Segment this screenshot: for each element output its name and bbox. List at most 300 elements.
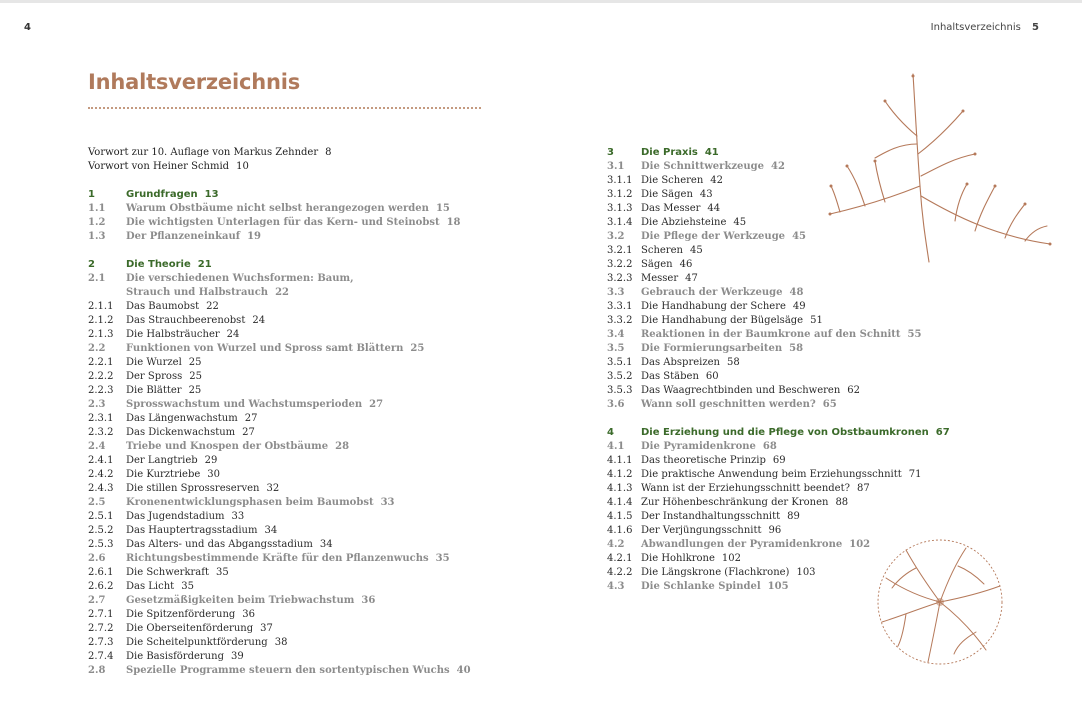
toc-entry bbox=[88, 398, 508, 412]
toc-entry bbox=[88, 202, 508, 216]
toc-entry-number: 2.2.1 bbox=[88, 357, 114, 368]
toc-entry-number: 2.4 bbox=[88, 441, 106, 452]
toc-entry-text bbox=[641, 272, 698, 286]
toc-entry bbox=[88, 384, 508, 398]
toc-entry-title: Die Spitzenförderung bbox=[126, 609, 236, 620]
toc-page-number: 39 bbox=[230, 651, 244, 662]
toc-entry-text bbox=[126, 230, 261, 244]
toc-entry bbox=[607, 482, 937, 496]
running-head-title: Inhaltsverzeichnis bbox=[930, 22, 1021, 33]
toc-entry bbox=[607, 286, 937, 300]
toc-entry-title: Reaktionen in der Baumkrone auf den Schnitt bbox=[641, 329, 901, 340]
toc-entry-number: 2.6 bbox=[88, 553, 106, 564]
toc-entry-text bbox=[641, 440, 777, 454]
toc-entry bbox=[88, 356, 508, 370]
toc-entry-number: 1 bbox=[88, 189, 95, 200]
left-page-number: 4 bbox=[24, 22, 31, 33]
toc-entry-number: 3.1.4 bbox=[607, 217, 633, 228]
toc-entry-number: 2.2.3 bbox=[88, 385, 114, 396]
toc-entry-text bbox=[641, 398, 837, 412]
toc-page-number: 22 bbox=[275, 287, 289, 298]
toc-page-number: 89 bbox=[787, 511, 800, 522]
toc-entry-text bbox=[126, 216, 461, 230]
toc-entry-title: Die Wurzel bbox=[126, 357, 182, 368]
toc-entry-number: 3.5.2 bbox=[607, 371, 633, 382]
toc-entry-title: Das Dickenwachstum bbox=[126, 427, 236, 438]
toc-page-number: 62 bbox=[847, 385, 861, 396]
toc-entry bbox=[88, 552, 508, 566]
running-head bbox=[931, 22, 1039, 33]
toc-entry bbox=[88, 566, 508, 580]
toc-entry-text bbox=[641, 468, 922, 482]
toc-entry-number: 3.3 bbox=[607, 287, 625, 298]
toc-entry-text bbox=[126, 608, 255, 622]
toc-entry-text bbox=[126, 664, 471, 678]
toc-page-number: 21 bbox=[197, 259, 212, 270]
toc-entry-text bbox=[88, 146, 332, 160]
toc-gap bbox=[88, 244, 508, 258]
toc-entry-title: Die Schwerkraft bbox=[126, 567, 209, 578]
toc-entry-text bbox=[126, 496, 395, 510]
toc-entry-text bbox=[126, 566, 229, 580]
toc-entry bbox=[88, 272, 508, 286]
toc-entry-text bbox=[126, 650, 244, 664]
toc-entry-title: Die wichtigsten Unterlagen für das Kern- und Steinobst bbox=[126, 217, 440, 228]
toc-entry-text bbox=[126, 202, 450, 216]
toc-page-number: 40 bbox=[456, 665, 471, 676]
toc-entry-text bbox=[126, 412, 257, 426]
toc-page-number: 102 bbox=[849, 539, 871, 550]
toc-entry-title: Das Alters- und das Abgangsstadium bbox=[126, 539, 313, 550]
toc-entry-number: 2.3.2 bbox=[88, 427, 114, 438]
toc-entry-text bbox=[641, 230, 806, 244]
toc-entry bbox=[88, 538, 508, 552]
toc-entry-text bbox=[126, 468, 220, 482]
toc-entry-number: 4.1.1 bbox=[607, 455, 633, 466]
toc-entry bbox=[88, 412, 508, 426]
toc-entry-title: Die Schnittwerkzeuge bbox=[641, 161, 765, 172]
toc-entry-number: 2.4.1 bbox=[88, 455, 114, 466]
toc-entry-number: 2.7 bbox=[88, 595, 106, 606]
toc-entry-text bbox=[641, 552, 741, 566]
toc-entry-text bbox=[126, 636, 287, 650]
toc-entry-text bbox=[641, 538, 870, 552]
toc-entry bbox=[607, 468, 937, 482]
toc-entry-title: Die Handhabung der Schere bbox=[641, 301, 786, 312]
toc-entry-title: Das Waagrechtbinden und Beschweren bbox=[641, 385, 841, 396]
toc-entry bbox=[88, 230, 508, 244]
toc-entry bbox=[88, 426, 508, 440]
toc-page-number: 15 bbox=[435, 203, 450, 214]
page-title: Inhaltsverzeichnis bbox=[88, 70, 301, 94]
toc-entry-title: Scheren bbox=[641, 245, 683, 256]
toc-page-number: 25 bbox=[188, 385, 202, 396]
toc-entry-number: 3.2.1 bbox=[607, 245, 633, 256]
toc-entry-title: Der Instandhaltungsschnitt bbox=[641, 511, 781, 522]
toc-entry-title: Abwandlungen der Pyramidenkrone bbox=[641, 539, 843, 550]
toc-entry-title: Das Jugendstadium bbox=[126, 511, 225, 522]
toc-entry bbox=[88, 160, 508, 174]
toc-page-number: 27 bbox=[369, 399, 384, 410]
toc-entry-title: Die Formierungsarbeiten bbox=[641, 343, 783, 354]
toc-entry-text bbox=[641, 496, 848, 510]
toc-chapter bbox=[88, 188, 508, 202]
toc-page-number: 58 bbox=[789, 343, 804, 354]
toc-entry bbox=[88, 286, 508, 300]
toc-entry-title: Die Hohlkrone bbox=[641, 553, 715, 564]
toc-entry-text bbox=[126, 342, 424, 356]
toc-entry-number: 3.5 bbox=[607, 343, 625, 354]
toc-entry bbox=[88, 300, 508, 314]
toc-page-number: 22 bbox=[206, 301, 219, 312]
toc-entry-title: Der Spross bbox=[126, 371, 183, 382]
toc-chapter bbox=[88, 258, 508, 272]
toc-entry bbox=[607, 328, 937, 342]
toc-entry bbox=[88, 510, 508, 524]
toc-page-number: 29 bbox=[204, 455, 218, 466]
toc-entry bbox=[88, 608, 508, 622]
toc-entry-text bbox=[641, 524, 781, 538]
toc-entry-title: Die Sägen bbox=[641, 189, 693, 200]
toc-entry-number: 2.3 bbox=[88, 399, 106, 410]
toc-page-number: 68 bbox=[762, 441, 777, 452]
toc-entry-title: Die Praxis bbox=[641, 147, 698, 158]
toc-entry-number: 4.1.6 bbox=[607, 525, 633, 536]
toc-entry-text bbox=[641, 356, 740, 370]
toc-entry-number: 2.6.2 bbox=[88, 581, 114, 592]
toc-entry-title: Die Scheitelpunktförderung bbox=[126, 637, 268, 648]
toc-entry-text bbox=[126, 272, 354, 286]
toc-entry-number: 1.1 bbox=[88, 203, 106, 214]
toc-entry-text bbox=[126, 398, 383, 412]
toc-page-number: 55 bbox=[907, 329, 922, 340]
toc-entry bbox=[88, 216, 508, 230]
toc-entry-text bbox=[641, 188, 713, 202]
toc-page-number: 105 bbox=[767, 581, 789, 592]
toc-entry-text bbox=[641, 384, 860, 398]
toc-page-number: 47 bbox=[685, 273, 698, 284]
toc-entry bbox=[88, 370, 508, 384]
toc-entry-text bbox=[641, 580, 789, 594]
toc-entry-title: Gesetzmäßigkeiten beim Triebwachstum bbox=[126, 595, 355, 606]
toc-entry-number: 3.6 bbox=[607, 399, 625, 410]
toc-entry-text bbox=[126, 426, 255, 440]
toc-entry-title: Die Blätter bbox=[126, 385, 182, 396]
toc-entry-text bbox=[641, 566, 816, 580]
toc-entry-text bbox=[126, 384, 201, 398]
toc-entry bbox=[88, 664, 508, 678]
toc-entry-title: Die praktische Anwendung beim Erziehungsschnitt bbox=[641, 469, 902, 480]
toc-entry-number: 2.5 bbox=[88, 497, 106, 508]
toc-entry-title: Das Strauchbeerenobst bbox=[126, 315, 246, 326]
toc-page-number: 44 bbox=[707, 203, 721, 214]
toc-entry-number: 2.5.1 bbox=[88, 511, 114, 522]
toc-entry-text bbox=[641, 510, 800, 524]
toc-entry-text bbox=[126, 314, 265, 328]
toc-entry bbox=[88, 440, 508, 454]
toc-entry bbox=[88, 146, 508, 160]
toc-entry-number: 4.2 bbox=[607, 539, 625, 550]
toc-entry-text bbox=[641, 160, 785, 174]
toc-page-number: 41 bbox=[704, 147, 719, 158]
toc-page-number: 28 bbox=[335, 441, 350, 452]
toc-page-number: 65 bbox=[822, 399, 837, 410]
toc-entry-title: Die verschiedenen Wuchsformen: Baum, bbox=[126, 273, 354, 284]
toc-entry-title: Das Längenwachstum bbox=[126, 413, 238, 424]
toc-entry bbox=[607, 384, 937, 398]
toc-entry bbox=[88, 496, 508, 510]
toc-entry-title: Gebrauch der Werkzeuge bbox=[641, 287, 783, 298]
toc-entry-text bbox=[641, 202, 720, 216]
toc-page-number: 67 bbox=[935, 427, 950, 438]
toc-entry-text bbox=[641, 286, 803, 300]
toc-entry-text bbox=[126, 188, 219, 202]
toc-entry-title: Die Basisförderung bbox=[126, 651, 224, 662]
toc-left-column bbox=[88, 146, 508, 678]
toc-entry bbox=[88, 454, 508, 468]
toc-entry-number: 3.1.1 bbox=[607, 175, 633, 186]
toc-entry-number: 4.1.5 bbox=[607, 511, 633, 522]
toc-entry-number: 3.1.3 bbox=[607, 203, 633, 214]
toc-entry-number: 2.6.1 bbox=[88, 567, 114, 578]
toc-entry-number: 2.2.2 bbox=[88, 371, 114, 382]
toc-page-number: 45 bbox=[733, 217, 747, 228]
toc-entry-title: Triebe und Knospen der Obstbäume bbox=[126, 441, 329, 452]
toc-entry-title: Das Stäben bbox=[641, 371, 699, 382]
toc-page-number: 24 bbox=[226, 329, 240, 340]
toc-page-number: 34 bbox=[264, 525, 278, 536]
toc-entry-number: 2.5.3 bbox=[88, 539, 114, 550]
toc-page-number: 19 bbox=[247, 231, 261, 242]
toc-entry-number: 3.5.3 bbox=[607, 385, 633, 396]
toc-entry bbox=[607, 496, 937, 510]
toc-page-number: 49 bbox=[792, 301, 806, 312]
toc-entry-text bbox=[641, 244, 703, 258]
toc-entry bbox=[88, 468, 508, 482]
toc-entry-title: Das Licht bbox=[126, 581, 175, 592]
toc-entry bbox=[607, 370, 937, 384]
toc-entry-text bbox=[641, 370, 719, 384]
toc-page-number: 103 bbox=[796, 567, 816, 578]
toc-page-number: 32 bbox=[266, 483, 280, 494]
toc-entry-number: 2.7.4 bbox=[88, 651, 114, 662]
toc-entry-text bbox=[126, 482, 279, 496]
toc-entry-number: 2.2 bbox=[88, 343, 106, 354]
toc-entry-text bbox=[126, 440, 349, 454]
toc-entry-title: Kronenentwicklungsphasen beim Baumobst bbox=[126, 497, 374, 508]
toc-entry-title: Die Pflege der Werkzeuge bbox=[641, 231, 786, 242]
toc-entry bbox=[88, 636, 508, 650]
toc-entry-number: 3.2.2 bbox=[607, 259, 633, 270]
toc-entry bbox=[88, 328, 508, 342]
toc-entry-number: 1.3 bbox=[88, 231, 106, 242]
toc-page-number: 25 bbox=[189, 371, 202, 382]
toc-entry-text bbox=[126, 454, 217, 468]
toc-page-number: 35 bbox=[215, 567, 229, 578]
toc-entry-title: Der Pflanzeneinkauf bbox=[126, 231, 241, 242]
toc-page-number: 25 bbox=[410, 343, 425, 354]
toc-page-number: 8 bbox=[325, 147, 332, 158]
toc-page-number: 48 bbox=[789, 287, 804, 298]
toc-entry-text bbox=[126, 300, 219, 314]
toc-entry-number: 4.3 bbox=[607, 581, 625, 592]
toc-entry-number: 3.3.1 bbox=[607, 301, 633, 312]
toc-entry-number: 2.1.2 bbox=[88, 315, 114, 326]
toc-page-number: 58 bbox=[726, 357, 740, 368]
toc-page-number: 42 bbox=[710, 175, 723, 186]
crown-topview-illustration bbox=[876, 538, 1006, 668]
toc-entry-title: Spezielle Programme steuern den sortentypischen Wuchs bbox=[126, 665, 450, 676]
toc-entry-number: 4.2.1 bbox=[607, 553, 633, 564]
title-dotted-rule bbox=[88, 107, 481, 109]
toc-page-number: 25 bbox=[188, 357, 202, 368]
toc-entry-text bbox=[641, 300, 806, 314]
toc-entry-number: 2.1.1 bbox=[88, 301, 114, 312]
toc-entry-text bbox=[641, 426, 950, 440]
toc-page-number: 88 bbox=[835, 497, 849, 508]
toc-entry-title: Die Längskrone (Flachkrone) bbox=[641, 567, 790, 578]
toc-page-number: 87 bbox=[856, 483, 870, 494]
toc-entry-title: Funktionen von Wurzel und Spross samt Blättern bbox=[126, 343, 404, 354]
toc-entry-title: Das theoretische Prinzip bbox=[641, 455, 766, 466]
toc-entry-number: 2 bbox=[88, 259, 95, 270]
toc-entry-number: 2.5.2 bbox=[88, 525, 114, 536]
toc-entry-title: Die Kurztriebe bbox=[126, 469, 201, 480]
toc-entry-number: 4.2.2 bbox=[607, 567, 633, 578]
toc-entry-number: 3.2 bbox=[607, 231, 625, 242]
toc-page-number: 33 bbox=[231, 511, 245, 522]
toc-page-number: 27 bbox=[242, 427, 255, 438]
toc-entry-number: 4.1.2 bbox=[607, 469, 633, 480]
toc-entry-text bbox=[641, 216, 746, 230]
toc-entry-title: Das Abspreizen bbox=[641, 357, 720, 368]
toc-page-number: 42 bbox=[771, 161, 785, 172]
toc-entry-title: Das Baumobst bbox=[126, 301, 200, 312]
toc-entry-title: Wann ist der Erziehungsschnitt beendet? bbox=[641, 483, 850, 494]
toc-entry-title: Vorwort von Heiner Schmid bbox=[88, 161, 230, 172]
toc-entry-title: Warum Obstbäume nicht selbst herangezogen werden bbox=[126, 203, 429, 214]
toc-page-number: 45 bbox=[792, 231, 806, 242]
toc-entry bbox=[88, 594, 508, 608]
toc-entry-text bbox=[126, 552, 450, 566]
toc-entry-number: 2.3.1 bbox=[88, 413, 114, 424]
toc-entry-title: Zur Höhenbeschränkung der Kronen bbox=[641, 497, 829, 508]
toc-entry-text bbox=[641, 146, 719, 160]
toc-entry-number: 3.5.1 bbox=[607, 357, 633, 368]
toc-entry-number: 3.3.2 bbox=[607, 315, 633, 326]
toc-entry-title: Grundfragen bbox=[126, 189, 198, 200]
toc-entry-text bbox=[641, 482, 870, 496]
toc-entry-number: 2.1 bbox=[88, 273, 106, 284]
toc-entry-text bbox=[641, 314, 823, 328]
toc-entry bbox=[607, 454, 937, 468]
toc-entry-number: 2.4.3 bbox=[88, 483, 114, 494]
toc-page-number: 24 bbox=[252, 315, 266, 326]
toc-entry bbox=[607, 524, 937, 538]
toc-entry bbox=[88, 622, 508, 636]
toc-page-number: 45 bbox=[689, 245, 703, 256]
toc-entry bbox=[607, 510, 937, 524]
toc-entry-title: Die Erziehung und die Pflege von Obstbaumkronen bbox=[641, 427, 929, 438]
toc-entry-text bbox=[641, 328, 921, 342]
toc-entry-number: 4.1.4 bbox=[607, 497, 633, 508]
right-page-number: 5 bbox=[1032, 22, 1039, 33]
toc-entry-title: Der Langtrieb bbox=[126, 455, 198, 466]
toc-entry-text bbox=[88, 160, 249, 174]
toc-entry-number: 3.4 bbox=[607, 329, 625, 340]
toc-entry bbox=[607, 300, 937, 314]
toc-page-number: 35 bbox=[435, 553, 450, 564]
toc-entry-text bbox=[126, 594, 375, 608]
toc-page-number: 10 bbox=[236, 161, 249, 172]
toc-entry-number: 4.1.3 bbox=[607, 483, 633, 494]
toc-page-number: 102 bbox=[721, 553, 742, 564]
toc-page-number: 37 bbox=[260, 623, 273, 634]
toc-entry-title: Die Schlanke Spindel bbox=[641, 581, 761, 592]
toc-page-number: 38 bbox=[274, 637, 288, 648]
toc-entry-title: Richtungsbestimmende Kräfte für den Pflanzenwuchs bbox=[126, 553, 429, 564]
toc-page-number: 46 bbox=[679, 259, 693, 270]
toc-entry-number: 2.7.3 bbox=[88, 637, 114, 648]
toc-entry-number: 3.1 bbox=[607, 161, 625, 172]
toc-page-number: 18 bbox=[446, 217, 461, 228]
toc-page-number: 33 bbox=[380, 497, 395, 508]
toc-entry bbox=[88, 342, 508, 356]
toc-entry-text bbox=[126, 356, 202, 370]
toc-entry-title: Wann soll geschnitten werden? bbox=[641, 399, 816, 410]
toc-entry-title: Sägen bbox=[641, 259, 673, 270]
toc-entry bbox=[88, 314, 508, 328]
toc-entry-text bbox=[641, 258, 692, 272]
toc-entry bbox=[88, 580, 508, 594]
toc-entry-title: Die Pyramidenkrone bbox=[641, 441, 756, 452]
toc-entry-text bbox=[641, 174, 723, 188]
toc-entry-number: 3.1.2 bbox=[607, 189, 633, 200]
toc-entry-title: Sprosswachstum und Wachstumsperioden bbox=[126, 399, 363, 410]
toc-entry bbox=[607, 398, 937, 412]
toc-entry bbox=[88, 650, 508, 664]
toc-entry-text bbox=[126, 580, 194, 594]
toc-entry-number: 3 bbox=[607, 147, 614, 158]
toc-entry-text bbox=[641, 342, 803, 356]
toc-entry-title: Die Theorie bbox=[126, 259, 191, 270]
toc-entry-text bbox=[126, 286, 289, 300]
toc-entry-title: Vorwort zur 10. Auflage von Markus Zehnder bbox=[88, 147, 319, 158]
toc-entry bbox=[607, 272, 937, 286]
toc-entry bbox=[88, 524, 508, 538]
toc-page-number: 13 bbox=[204, 189, 219, 200]
toc-entry-number: 2.7.1 bbox=[88, 609, 114, 620]
toc-entry-text bbox=[126, 370, 202, 384]
toc-page-number: 27 bbox=[244, 413, 258, 424]
toc-page-number: 36 bbox=[361, 595, 376, 606]
toc-entry bbox=[88, 482, 508, 496]
toc-entry-title: Die stillen Sprossreserven bbox=[126, 483, 260, 494]
toc-chapter bbox=[607, 426, 950, 440]
toc-page-number: 71 bbox=[908, 469, 922, 480]
toc-page-number: 34 bbox=[319, 539, 333, 550]
toc-entry-title: Die Halbsträucher bbox=[126, 329, 220, 340]
toc-entry-text bbox=[126, 524, 277, 538]
toc-entry bbox=[607, 314, 937, 328]
toc-entry-text bbox=[641, 454, 786, 468]
toc-page-number: 30 bbox=[207, 469, 221, 480]
toc-entry-title: Der Verjüngungsschnitt bbox=[641, 525, 762, 536]
toc-entry-title: Messer bbox=[641, 273, 679, 284]
toc-entry-number: 2.7.2 bbox=[88, 623, 114, 634]
toc-entry bbox=[607, 440, 937, 454]
toc-entry-title: Das Messer bbox=[641, 203, 701, 214]
